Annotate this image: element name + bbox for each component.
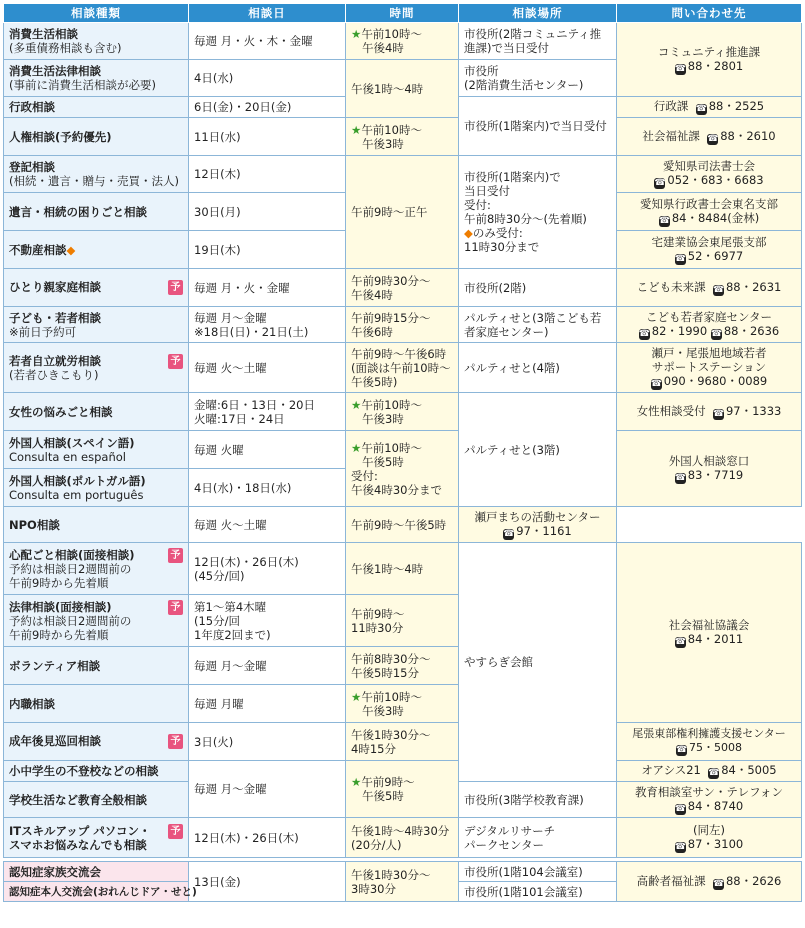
contact-cell: 外国人相談窓口 ☎ 83・7719 bbox=[617, 431, 802, 507]
day-cell: 12日(木) bbox=[189, 156, 346, 193]
reservation-badge: 予 bbox=[168, 734, 183, 749]
place-cell: 市役所(3階学校教育課) bbox=[459, 782, 617, 818]
type-cell: 不動産相談◆ bbox=[4, 231, 189, 269]
place-cell: 市役所 (2階消費生活センター) bbox=[459, 60, 617, 97]
table-row bbox=[4, 118, 802, 156]
header-time: 時間 bbox=[346, 4, 459, 23]
phone-icon: ☎ bbox=[674, 636, 687, 647]
contact-cell: こども未来課 ☎ 88・2631 bbox=[617, 269, 802, 307]
place-cell: 市役所(1階104会議室) bbox=[459, 862, 617, 882]
header-row bbox=[4, 4, 802, 23]
type-cell: 遺言・相続の困りごと相談 bbox=[4, 193, 189, 231]
place-cell: 市役所(1階101会議室) bbox=[459, 882, 617, 902]
time-cell: 午前9時〜 11時30分 bbox=[346, 595, 459, 647]
day-cell: 毎週 火曜 bbox=[189, 431, 346, 469]
type-cell: 予 ITスキルアップ パソコン・ スマホお悩みなんでも相談 bbox=[4, 818, 189, 858]
phone-icon: ☎ bbox=[710, 328, 723, 339]
type-cell: 外国人相談(スペイン語) Consulta en español bbox=[4, 431, 189, 469]
type-cell: ボランティア相談 bbox=[4, 647, 189, 685]
header-day: 相談日 bbox=[189, 4, 346, 23]
place-cell: デジタルリサーチ パークセンター bbox=[459, 818, 617, 858]
star-icon: ★ bbox=[351, 397, 362, 412]
table-row bbox=[4, 431, 802, 469]
place-cell: パルティせと(3階) bbox=[459, 393, 617, 507]
time-cell: ★午前10時〜 午後3時 bbox=[346, 118, 459, 156]
day-cell: 毎週 月〜金曜 ※18日(日)・21日(土) bbox=[189, 307, 346, 343]
time-cell: 午前9時〜午後5時 bbox=[346, 507, 459, 543]
type-cell: 小中学生の不登校などの相談 bbox=[4, 761, 189, 782]
day-cell: 4日(水) bbox=[189, 60, 346, 97]
day-cell: 第1〜第4木曜 (15分/回 1年度2回まで) bbox=[189, 595, 346, 647]
phone-icon: ☎ bbox=[650, 378, 662, 389]
contact-cell: 愛知県行政書士会東名支部 ☎ 84・8484(金林) bbox=[617, 193, 802, 231]
day-cell: 金曜:6日・13日・20日 火曜:17日・24日 bbox=[189, 393, 346, 431]
type-cell: 認知症本人交流会(おれんじドア・せと) bbox=[4, 882, 189, 902]
contact-cell: 高齢者福祉課 ☎ 88・2626 bbox=[617, 862, 802, 902]
time-cell: 午後1時〜4時 bbox=[346, 543, 459, 595]
type-cell: 子ども・若者相談 ※前日予約可 bbox=[4, 307, 189, 343]
time-cell: ★午前9時〜 午後5時 bbox=[346, 761, 459, 818]
type-cell: 消費生活相談 (多重債務相談も含む) bbox=[4, 23, 189, 60]
table-row bbox=[4, 23, 802, 60]
contact-cell: 尾張東部権利擁護支援センター ☎ 75・5008 bbox=[617, 723, 802, 761]
header-contact: 問い合わせ先 bbox=[617, 4, 802, 23]
type-cell: NPO相談 bbox=[4, 507, 189, 543]
type-cell: 外国人相談(ポルトガル語) Consulta em português bbox=[4, 469, 189, 507]
place-cell: やすらぎ会館 bbox=[459, 543, 617, 782]
phone-icon: ☎ bbox=[708, 768, 720, 778]
day-cell: 13日(金) bbox=[189, 862, 346, 902]
table-row bbox=[4, 343, 802, 393]
contact-cell: 女性相談受付 ☎ 97・1333 bbox=[617, 393, 802, 431]
type-cell: 人権相談(予約優先) bbox=[4, 118, 189, 156]
phone-icon: ☎ bbox=[712, 284, 725, 295]
consultation-table-wrapper bbox=[3, 3, 802, 902]
contact-cell: こども若者家庭センター ☎ 82・1990 ☎ 88・2636 bbox=[617, 307, 802, 343]
table-row bbox=[4, 761, 802, 782]
type-cell: 予 成年後見巡回相談 bbox=[4, 723, 189, 761]
day-cell: 毎週 月曜 bbox=[189, 685, 346, 723]
contact-cell: 宅建業協会東尾張支部 ☎ 52・6977 bbox=[617, 231, 802, 269]
contact-cell: 瀬戸まちの活動センター ☎ 97・1161 bbox=[459, 507, 617, 543]
contact-cell: 教育相談室サン・テレフォン ☎ 84・8740 bbox=[617, 782, 802, 818]
table-row bbox=[4, 307, 802, 343]
place-cell: 市役所(2階) bbox=[459, 269, 617, 307]
time-cell: 午前9時〜午後6時 (面談は午前10時〜 午後5時) bbox=[346, 343, 459, 393]
table-row bbox=[4, 269, 802, 307]
time-cell: ★午前10時〜 午後5時 受付: 午後4時30分まで bbox=[346, 431, 459, 507]
header-place: 相談場所 bbox=[459, 4, 617, 23]
day-cell: 30日(月) bbox=[189, 193, 346, 231]
day-cell: 毎週 火〜土曜 bbox=[189, 343, 346, 393]
consultation-table bbox=[3, 3, 802, 902]
phone-icon: ☎ bbox=[658, 215, 671, 226]
table-row bbox=[4, 543, 802, 595]
star-icon: ★ bbox=[351, 122, 362, 137]
reservation-badge: 予 bbox=[168, 280, 183, 295]
table-row bbox=[4, 818, 802, 858]
contact-cell: 社会福祉課 ☎ 88・2610 bbox=[617, 118, 802, 156]
place-cell: 市役所(1階案内)で 当日受付 受付: 午前8時30分〜(先着順) ◆のみ受付: 11時30分まで bbox=[459, 156, 617, 269]
contact-cell: 社会福祉協議会 ☎ 84・2011 bbox=[617, 543, 802, 723]
time-cell: ★午前10時〜 午後3時 bbox=[346, 685, 459, 723]
reservation-badge: 予 bbox=[168, 600, 183, 615]
type-cell: 内職相談 bbox=[4, 685, 189, 723]
table-row bbox=[4, 507, 802, 543]
type-cell: 学校生活など教育全般相談 bbox=[4, 782, 189, 818]
day-cell: 12日(木)・26日(木) (45分/回) bbox=[189, 543, 346, 595]
contact-cell: (同左) ☎ 87・3100 bbox=[617, 818, 802, 858]
reservation-badge: 予 bbox=[168, 354, 183, 369]
phone-icon: ☎ bbox=[674, 803, 687, 814]
time-cell: ★午前10時〜 午後4時 bbox=[346, 23, 459, 60]
day-cell: 毎週 月〜金曜 bbox=[189, 761, 346, 818]
day-cell: 12日(木)・26日(木) bbox=[189, 818, 346, 858]
phone-icon: ☎ bbox=[674, 841, 687, 852]
type-cell: 認知症家族交流会 bbox=[4, 862, 189, 882]
phone-icon: ☎ bbox=[654, 178, 666, 188]
reservation-badge: 予 bbox=[168, 824, 183, 839]
phone-icon: ☎ bbox=[695, 104, 707, 114]
star-icon: ★ bbox=[351, 440, 362, 455]
day-cell: 毎週 月〜金曜 bbox=[189, 647, 346, 685]
star-icon: ★ bbox=[351, 27, 362, 41]
time-cell: 午前9時30分〜 午後4時 bbox=[346, 269, 459, 307]
contact-cell: 行政課 ☎ 88・2525 bbox=[617, 97, 802, 118]
type-cell: 予 心配ごと相談(面接相談) 予約は相談日2週間前の 午前9時から先着順 bbox=[4, 543, 189, 595]
time-cell: 午後1時30分〜 3時30分 bbox=[346, 862, 459, 902]
phone-icon: ☎ bbox=[676, 745, 688, 755]
place-cell: 市役所(2階コミュニティ推進課)で当日受付 bbox=[459, 23, 617, 60]
day-cell: 毎週 火〜土曜 bbox=[189, 507, 346, 543]
contact-cell: 瀬戸・尾張旭地域若者 サポートステーション ☎ 090・9680・0089 bbox=[617, 343, 802, 393]
time-cell: 午前8時30分〜 午後5時15分 bbox=[346, 647, 459, 685]
time-cell: 午後1時30分〜 4時15分 bbox=[346, 723, 459, 761]
type-cell: 消費生活法律相談 (事前に消費生活相談が必要) bbox=[4, 60, 189, 97]
day-cell: 3日(火) bbox=[189, 723, 346, 761]
header-type: 相談種類 bbox=[4, 4, 189, 23]
star-icon: ★ bbox=[351, 775, 362, 789]
phone-icon: ☎ bbox=[638, 328, 650, 339]
place-cell: 市役所(1階案内)で当日受付 bbox=[459, 97, 617, 156]
day-cell: 6日(金)・20日(金) bbox=[189, 97, 346, 118]
phone-icon: ☎ bbox=[503, 528, 515, 539]
table-row bbox=[4, 393, 802, 431]
phone-icon: ☎ bbox=[674, 63, 687, 74]
type-cell: 予 ひとり親家庭相談 bbox=[4, 269, 189, 307]
day-cell: 11日(水) bbox=[189, 118, 346, 156]
time-cell: 午前9時15分〜 午後6時 bbox=[346, 307, 459, 343]
time-cell: 午後1時〜4時 bbox=[346, 60, 459, 118]
table-row bbox=[4, 723, 802, 761]
time-cell: 午前9時〜正午 bbox=[346, 156, 459, 269]
table-row bbox=[4, 862, 802, 882]
contact-cell: オアシス21 ☎ 84・5005 bbox=[617, 761, 802, 782]
phone-icon: ☎ bbox=[707, 133, 719, 144]
diamond-icon: ◆ bbox=[464, 226, 473, 240]
diamond-icon: ◆ bbox=[66, 242, 76, 257]
type-cell: 予 若者自立就労相談 (若者ひきこもり) bbox=[4, 343, 189, 393]
type-cell: 行政相談 bbox=[4, 97, 189, 118]
star-icon: ★ bbox=[351, 689, 362, 704]
type-cell: 女性の悩みごと相談 bbox=[4, 393, 189, 431]
contact-cell: 愛知県司法書士会 ☎ 052・683・6683 bbox=[617, 156, 802, 193]
type-cell: 登記相談 (相続・遺言・贈与・売買・法人) bbox=[4, 156, 189, 193]
table-row bbox=[4, 156, 802, 193]
time-cell: 午後1時〜4時30分 (20分/人) bbox=[346, 818, 459, 858]
day-cell: 4日(水)・18日(水) bbox=[189, 469, 346, 507]
phone-icon: ☎ bbox=[674, 472, 687, 483]
day-cell: 19日(木) bbox=[189, 231, 346, 269]
place-cell: パルティせと(3階こども若者家庭センター) bbox=[459, 307, 617, 343]
day-cell: 毎週 月・火・木・金曜 bbox=[189, 23, 346, 60]
reservation-badge: 予 bbox=[168, 548, 183, 563]
type-cell: 予 法律相談(面接相談) 予約は相談日2週間前の 午前9時から先着順 bbox=[4, 595, 189, 647]
day-cell: 毎週 月・火・金曜 bbox=[189, 269, 346, 307]
phone-icon: ☎ bbox=[712, 878, 725, 889]
time-cell: ★午前10時〜 午後3時 bbox=[346, 393, 459, 431]
phone-icon: ☎ bbox=[712, 408, 725, 419]
contact-cell: コミュニティ推進課 ☎ 88・2801 bbox=[617, 23, 802, 97]
place-cell: パルティせと(4階) bbox=[459, 343, 617, 393]
phone-icon: ☎ bbox=[674, 253, 687, 264]
